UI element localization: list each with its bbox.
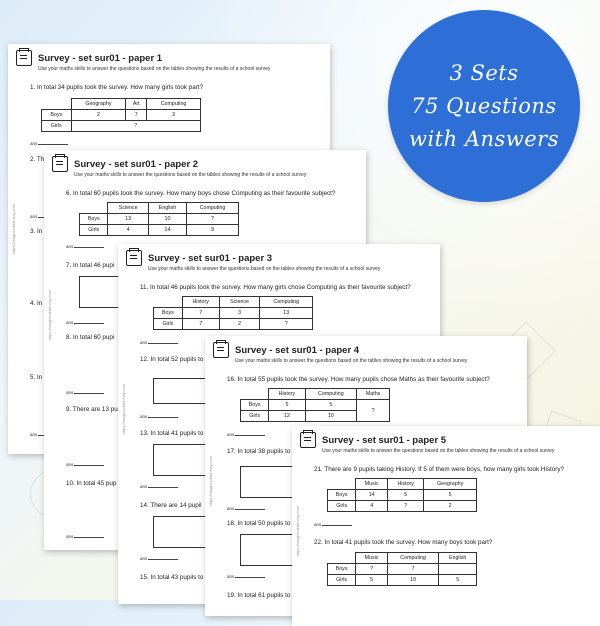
instructions: Use your maths skills to answer the questions based on the tables showing the results of a school survey xyxy=(148,266,381,272)
badge-line-questions: 75 Questions xyxy=(411,93,557,118)
answer-line: ans xyxy=(227,574,265,579)
badge-line-answers: with Answers xyxy=(408,126,560,151)
answer-line: ans xyxy=(140,340,178,345)
paper-title: Survey - set sur01 - paper 2 xyxy=(74,158,199,170)
question-partial: 13. In total 41 pupils to xyxy=(140,430,204,437)
survey-table: Science English Computing Boys 13 10 ? Girls 4 14 9 xyxy=(79,202,239,236)
promo-badge xyxy=(388,10,580,202)
survey-table xyxy=(153,444,211,476)
answer-line: ans xyxy=(140,414,178,419)
paper-header xyxy=(16,50,162,66)
survey-table xyxy=(240,534,298,566)
question: 6. In total 60 pupils took the survey. How many boys chose Computing as their favourite subject? xyxy=(66,190,336,197)
paper-header xyxy=(52,156,198,172)
answer-line: ans xyxy=(66,244,104,249)
paper-title: Survey - set sur01 - paper 4 xyxy=(235,344,360,356)
question: 21. There are 9 pupils taking History. If 5 of them were boys, how many girls took History? xyxy=(314,466,565,473)
instructions: Use your maths skills to answer the questions based on the tables showing the results of a school survey xyxy=(322,448,555,454)
question-partial: 4. In xyxy=(30,300,43,307)
question-partial: 17. In total 38 pupils to xyxy=(227,448,291,455)
answer-line: ans xyxy=(30,141,68,146)
instructions: Use your maths skills to answer the questions based on the tables showing the results of a school survey xyxy=(235,358,468,364)
answer-line: ans xyxy=(66,534,104,539)
survey-table xyxy=(153,516,211,548)
question: 1. In total 34 pupils took the survey. How many girls took part? xyxy=(30,84,204,91)
watermark: https://magichobbit.etsy.com xyxy=(208,456,213,507)
survey-table xyxy=(240,466,298,498)
notepad-icon xyxy=(126,250,142,266)
survey-table xyxy=(79,276,121,308)
paper-title: Survey - set sur01 - paper 3 xyxy=(148,252,273,264)
answer-line: ans xyxy=(66,390,104,395)
survey-table: Music Computing English Boys ? 7 Girls 5 10 5 xyxy=(327,552,477,586)
watermark: https://magichobbit.etsy.com xyxy=(295,506,300,557)
notepad-icon xyxy=(52,156,68,172)
question-partial: 18. In total 50 pupils to xyxy=(227,520,291,527)
paper-title: Survey - set sur01 - paper 1 xyxy=(38,52,163,64)
question-partial: 2. Th xyxy=(30,156,45,163)
question-partial: 8. In total 60 pupi xyxy=(66,334,115,341)
answer-line: ans xyxy=(30,214,68,219)
answer-line: ans xyxy=(140,484,178,489)
question: 11. In total 46 pupils took the survey. How many girls chose Computing as their favourite subject? xyxy=(140,284,411,291)
notepad-icon xyxy=(16,50,32,66)
question-partial: 14. There are 14 pupil xyxy=(140,502,202,509)
notepad-icon xyxy=(213,342,229,358)
worksheet-paper-5 xyxy=(292,426,600,626)
question-partial: 7. In total 46 pupi xyxy=(66,262,115,269)
survey-table xyxy=(153,378,211,404)
question-partial: 3. In xyxy=(30,228,43,235)
paper-header xyxy=(126,250,272,266)
answer-line: ans xyxy=(66,462,104,467)
watermark: https://magichobbit.etsy.com xyxy=(121,384,126,435)
question: 22. In total 41 pupils took the survey. How many boys took part? xyxy=(314,539,493,546)
question-partial: 5. In xyxy=(30,374,43,381)
answer-line: ans xyxy=(314,522,352,527)
answer-line: ans xyxy=(227,432,265,437)
paper-title: Survey - set sur01 - paper 5 xyxy=(322,434,447,446)
question-partial: 9. There are 13 pu xyxy=(66,406,118,413)
paper-header xyxy=(213,342,359,358)
question-partial: 12. In total 52 pupils to xyxy=(140,356,204,363)
question-partial: 10. In total 45 pup xyxy=(66,480,117,487)
answer-line: ans xyxy=(30,432,68,437)
answer-line: ans xyxy=(140,556,178,561)
badge-line-sets: 3 Sets xyxy=(449,60,519,85)
notepad-icon xyxy=(300,432,316,448)
question: 16. In total 55 pupils took the survey. How many pupils chose Maths as their favourite subject? xyxy=(227,376,490,383)
watermark: https://magichobbit.etsy.com xyxy=(11,204,16,255)
survey-table: Music History Geography Boys 14 5 5 Girls 4 ? 2 xyxy=(327,478,477,512)
instructions: Use your maths skills to answer the questions based on the tables showing the results of a school survey xyxy=(38,66,271,72)
instructions: Use your maths skills to answer the questions based on the tables showing the results of a school survey xyxy=(74,172,307,178)
answer-line: ans xyxy=(66,320,104,325)
watermark: https://magichobbit.etsy.com xyxy=(47,290,52,341)
survey-table: History Science Computing Boys 7 3 13 Girls 7 2 ? xyxy=(153,296,313,330)
question-partial: 19. In total 61 pupils to xyxy=(227,592,291,599)
paper-header xyxy=(300,432,446,448)
answer-line: ans xyxy=(227,506,265,511)
survey-table: History Computing Maths Boys 5 5 ? Girls 12 10 xyxy=(240,388,390,422)
question-partial: 15. In total 43 pupils to xyxy=(140,574,204,581)
survey-table: Geography Art Computing Boys 2 7 3 Girls ? xyxy=(41,98,201,132)
